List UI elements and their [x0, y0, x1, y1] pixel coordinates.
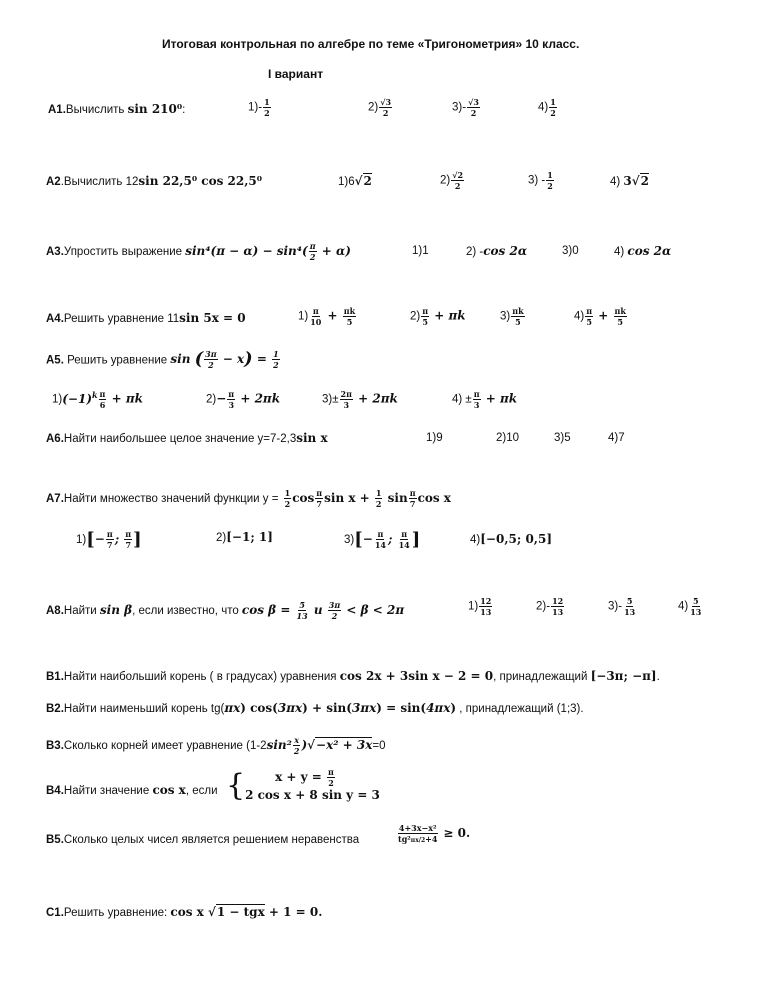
task-number: B3.: [46, 740, 64, 752]
task-text: Вычислить: [65, 104, 128, 116]
option-label: 3)0: [562, 245, 579, 257]
option-label: 3)±: [322, 393, 339, 406]
option-label: 2): [206, 393, 217, 406]
task-b5: [46, 834, 359, 847]
formula: cos x: [152, 783, 186, 797]
task-b3: [46, 736, 386, 755]
page-title: Итоговая контрольная по алгебре по теме «Тригонометрия» 10 класс.: [162, 37, 580, 51]
option-label: 1)1: [412, 245, 429, 257]
task-number: C1.: [46, 907, 64, 919]
formula: cos x √1 − tgx + 1 = 0.: [170, 905, 323, 919]
answer-a7-2: 2)[−1; 1]: [216, 530, 273, 544]
task-c1: [46, 906, 322, 920]
option-label: 2) -: [466, 246, 484, 258]
formula: sin 22,5⁰ cos 22,5⁰: [138, 174, 262, 188]
answer-a7-3: 3)[− $\frac{\pi}{14}$ ; $\frac{\pi}{14}$ ]: [344, 529, 421, 551]
option-label: 4): [614, 246, 628, 258]
option-label: 1): [298, 310, 309, 323]
task-text: Сколько корней имеет уравнение (1-2: [63, 740, 267, 752]
answer-a2-3: [528, 171, 555, 190]
answer-a6-2: [496, 432, 519, 445]
answer-a2-1: 1)6√2: [338, 174, 372, 188]
option-label: 2): [368, 101, 379, 114]
task-text-tail: , принадлежащий (1;3).: [456, 703, 584, 715]
option-label: 3)5: [554, 432, 571, 444]
task-text: Найти: [63, 605, 100, 617]
fraction: $\frac{1}{2}$: [547, 170, 553, 191]
answer-a4-2: 2) $\frac{\pi}{5}$ + πk: [410, 306, 466, 327]
answer-a8-1: 1) $\frac{12}{13}$: [468, 596, 492, 617]
task-text: .Вычислить 12: [60, 176, 139, 188]
interval: [−3π; −π]: [590, 669, 657, 683]
option-label: 2): [410, 310, 421, 323]
task-number: A5.: [46, 354, 64, 367]
option-label: 4): [538, 101, 549, 114]
formula-condition: cos β = $\frac{5}{13}$ и $\frac{3\pi}{2}$ < β < 2π: [241, 600, 405, 621]
option-label: 3)-: [608, 600, 623, 613]
task-text: Решить уравнение 11: [63, 313, 180, 325]
task-number: B5.: [46, 834, 64, 846]
formula: sin ( $\frac{3\pi}{2}$ − x) = $\frac{1}{2}$: [170, 349, 279, 371]
task-text: Упростить выражение: [63, 246, 186, 258]
task-number: B4.: [46, 785, 64, 797]
option-label: 4)7: [608, 432, 625, 444]
task-text-tail: =0: [372, 740, 386, 752]
fraction: $\frac{√2}{2}$: [452, 170, 464, 191]
option-label: 4): [574, 310, 585, 323]
answer-a4-3: 3) $\frac{\pi k}{5}$: [500, 306, 524, 327]
option-label: 1)-: [248, 101, 263, 114]
answer-a1-2: [368, 98, 393, 117]
option-label: 4): [610, 176, 624, 188]
task-text-tail: , если: [185, 785, 218, 797]
answer-a4-4: 4) $\frac{\pi}{5}$ + $\frac{\pi k}{5}$: [574, 306, 626, 327]
answer-a3-2: 2) -cos 2α: [466, 244, 528, 258]
option-label: 3)-: [452, 101, 467, 114]
formula: sin⁴(π − α) − sin⁴( $\frac{\pi}{2}$ + α): [185, 241, 351, 262]
option-label: 1)9: [426, 432, 443, 444]
variant-label: I вариант: [268, 67, 324, 81]
answer-a6-1: [426, 432, 443, 445]
task-a4: [46, 312, 246, 326]
formula: sin 5x = 0: [179, 311, 246, 325]
answer-a5-4: 4) ± $\frac{\pi}{3}$ + πk: [452, 389, 518, 410]
task-b4: [46, 784, 218, 798]
fraction: $\frac{1}{2}$: [550, 97, 556, 118]
task-text: Решить уравнение: [63, 354, 171, 367]
answer-a8-3: 3)- $\frac{5}{13}$: [608, 596, 636, 617]
fraction: $\frac{1}{2}$: [264, 97, 270, 118]
task-a1: [48, 103, 185, 117]
task-text-mid: , если известно, что: [132, 605, 242, 617]
fraction: $\frac{√3}{2}$: [468, 97, 479, 118]
formula: cos 2x + 3sin x − 2 = 0: [339, 669, 494, 683]
task-number: A1.: [48, 104, 66, 116]
task-text: Сколько целых чисел является решением неравенства: [63, 834, 360, 846]
answer-a4-1: 1) $\frac{\pi}{10}$ + $\frac{\pi k}{5}$: [298, 306, 356, 327]
formula: $\frac{1}{2}$ cos $\frac{\pi}{7}$ sin x + $\frac{1}{2}$ sin $\frac{\pi}{7}$ cos x: [284, 488, 451, 509]
task-text-end: .: [656, 671, 660, 683]
answer-a7-1: 1)[− $\frac{\pi}{7}$ ; $\frac{\pi}{7}$ ]: [76, 529, 142, 551]
option-label: 3): [500, 310, 511, 323]
equation-system: { x + y = $\frac{\pi}{2}$ 2 cos x + 8 sin y = 3: [226, 767, 380, 804]
task-text: Найти множество значений функции y =: [63, 493, 279, 505]
task-text-tail: , принадлежащий: [493, 671, 591, 683]
inequality: $\frac{\text{4+3x−x²}}{\text{tg²πx/2+4}}$ ≥ 0.: [398, 823, 471, 844]
formula: sin β: [99, 603, 133, 617]
task-a7: [46, 489, 451, 508]
option-label: 1): [52, 393, 63, 406]
brace-icon: {: [226, 768, 246, 804]
answer-a3-4: 4) cos 2α: [614, 244, 672, 258]
option-label: 1): [468, 600, 479, 613]
task-text: Найти наименьший корень tg(: [63, 703, 225, 715]
option-label: 1): [76, 533, 87, 546]
task-b2: B2.Найти наименьший корень tg(πx) cos(3πx) + sin(3πx) = sin(4πx) , принадлежащий (1;3).: [46, 701, 584, 715]
task-text: Найти наибольший корень ( в градусах) уравнения: [63, 671, 340, 683]
answer-a1-4: [538, 98, 558, 117]
task-a3: [46, 242, 351, 261]
option-label: 2)10: [496, 432, 520, 444]
formula: sin 210⁰: [127, 102, 183, 116]
task-a6: [46, 432, 328, 446]
task-number: B2.: [46, 703, 64, 715]
answer-a2-4: 4) 3√2: [610, 174, 650, 188]
answer-a1-1: [248, 98, 272, 117]
answer-a2-2: [440, 171, 465, 190]
answer-a5-2: 2)− $\frac{\pi}{3}$ + 2πk: [206, 389, 281, 410]
task-text-tail: :: [182, 104, 186, 116]
answer-a5-1: $1)(-1)^k$ $\frac{\pi}{6}$ + πk: [52, 389, 143, 410]
answer-a6-3: [554, 432, 571, 445]
task-a8: [46, 601, 404, 620]
option-label: 2)-: [536, 600, 551, 613]
answer-a3-3: [562, 245, 579, 258]
formula: sin² $\frac{x}{2}$ )√−x² + 3x: [266, 735, 373, 756]
task-text: Решить уравнение:: [63, 907, 171, 919]
option-label: 4): [678, 600, 689, 613]
task-number: A3.: [46, 246, 64, 258]
task-number: B1.: [46, 671, 64, 683]
answer-a6-4: [608, 432, 625, 445]
option-label: 4) ±: [452, 393, 472, 406]
option-label: 4): [470, 534, 481, 546]
option-label: 2): [440, 174, 451, 187]
task-number: A8.: [46, 605, 64, 617]
answer-a8-2: 2)- $\frac{12}{13}$: [536, 596, 564, 617]
answer-a7-4: 4)[−0,5; 0,5]: [470, 532, 553, 546]
task-a2: [46, 175, 262, 189]
task-number: A4.: [46, 313, 64, 325]
task-text: Найти значение: [63, 785, 153, 797]
task-number: A7.: [46, 493, 64, 505]
option-label: 3) -: [528, 174, 546, 187]
task-text: Найти наибольшее целое значение y=7-2,3: [63, 433, 297, 445]
task-number: A2: [46, 176, 61, 188]
answer-a5-3: 3)± $\frac{2\pi}{3}$ + 2πk: [322, 389, 398, 410]
option-label: 3): [344, 533, 355, 546]
task-number: A6.: [46, 433, 64, 445]
formula: πx: [224, 701, 241, 715]
fraction: $\frac{√3}{2}$: [380, 97, 392, 118]
option-label: 1)6: [338, 176, 355, 188]
answer-a1-3: [452, 98, 481, 117]
answer-a3-1: [412, 245, 429, 258]
option-label: 2): [216, 532, 227, 544]
task-b1: [46, 670, 660, 684]
answer-a8-4: 4) $\frac{5}{13}$: [678, 596, 702, 617]
formula: sin x: [296, 431, 328, 445]
task-a5: [46, 350, 281, 370]
